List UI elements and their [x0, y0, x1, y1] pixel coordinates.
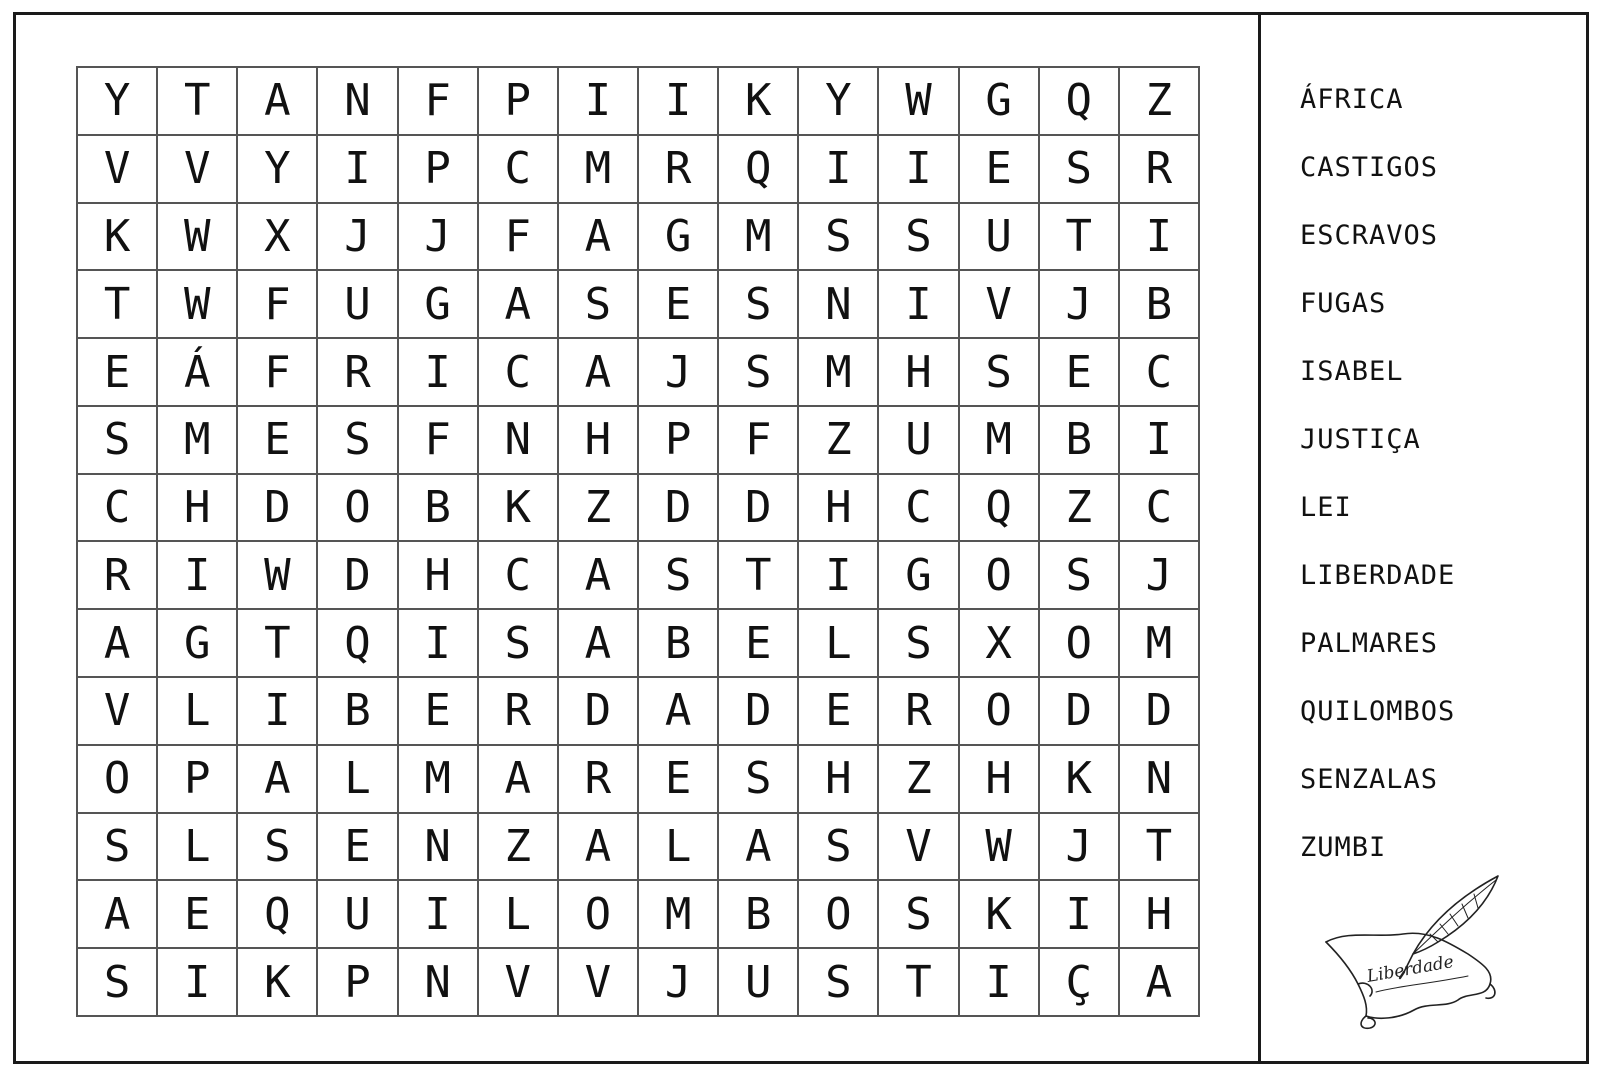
- grid-cell[interactable]: A: [479, 746, 559, 814]
- grid-cell[interactable]: W: [158, 204, 238, 272]
- grid-cell[interactable]: I: [639, 68, 719, 136]
- word-list-item: ÁFRICA: [1300, 84, 1404, 115]
- grid-cell[interactable]: C: [1120, 339, 1200, 407]
- grid-cell[interactable]: I: [399, 881, 479, 949]
- grid-cell[interactable]: M: [639, 881, 719, 949]
- grid-cell[interactable]: A: [719, 814, 799, 882]
- grid-cell[interactable]: V: [879, 814, 959, 882]
- grid-cell[interactable]: Z: [1040, 475, 1120, 543]
- grid-cell[interactable]: N: [399, 814, 479, 882]
- grid-cell[interactable]: V: [559, 949, 639, 1017]
- grid-cell[interactable]: E: [639, 271, 719, 339]
- grid-cell[interactable]: C: [879, 475, 959, 543]
- grid-cell[interactable]: G: [639, 204, 719, 272]
- grid-cell[interactable]: K: [719, 68, 799, 136]
- grid-cell[interactable]: J: [318, 204, 398, 272]
- grid-cell[interactable]: S: [1040, 542, 1120, 610]
- panel-divider: [1258, 12, 1261, 1064]
- grid-cell[interactable]: D: [719, 678, 799, 746]
- grid-cell[interactable]: U: [960, 204, 1040, 272]
- grid-cell[interactable]: E: [799, 678, 879, 746]
- grid-cell[interactable]: S: [318, 407, 398, 475]
- grid-cell[interactable]: H: [158, 475, 238, 543]
- grid-cell[interactable]: E: [78, 339, 158, 407]
- grid-cell[interactable]: S: [559, 271, 639, 339]
- grid-cell[interactable]: K: [78, 204, 158, 272]
- grid-cell[interactable]: G: [399, 271, 479, 339]
- grid-cell[interactable]: Y: [78, 68, 158, 136]
- grid-cell[interactable]: Y: [799, 68, 879, 136]
- grid-cell[interactable]: E: [238, 407, 318, 475]
- grid-cell[interactable]: I: [799, 542, 879, 610]
- grid-cell[interactable]: W: [960, 814, 1040, 882]
- grid-cell[interactable]: Ç: [1040, 949, 1120, 1017]
- grid-cell[interactable]: N: [1120, 746, 1200, 814]
- word-list-item: LEI: [1300, 492, 1352, 523]
- word-list-item: LIBERDADE: [1300, 560, 1456, 591]
- grid-cell[interactable]: C: [479, 136, 559, 204]
- grid-cell[interactable]: J: [1120, 542, 1200, 610]
- grid-cell[interactable]: H: [799, 746, 879, 814]
- grid-cell[interactable]: M: [158, 407, 238, 475]
- grid-cell[interactable]: I: [318, 136, 398, 204]
- grid-cell[interactable]: R: [559, 746, 639, 814]
- grid-cell[interactable]: N: [318, 68, 398, 136]
- word-list-item: ESCRAVOS: [1300, 220, 1439, 251]
- grid-cell[interactable]: H: [1120, 881, 1200, 949]
- grid-cell[interactable]: Q: [960, 475, 1040, 543]
- grid-cell[interactable]: I: [960, 949, 1040, 1017]
- grid-cell[interactable]: X: [238, 204, 318, 272]
- grid-cell[interactable]: J: [639, 339, 719, 407]
- grid-cell[interactable]: S: [78, 949, 158, 1017]
- grid-cell[interactable]: A: [479, 271, 559, 339]
- grid-cell[interactable]: V: [479, 949, 559, 1017]
- grid-cell[interactable]: E: [960, 136, 1040, 204]
- grid-cell[interactable]: P: [399, 136, 479, 204]
- grid-cell[interactable]: M: [719, 204, 799, 272]
- word-list-item: ZUMBI: [1300, 832, 1387, 863]
- grid-cell[interactable]: V: [158, 136, 238, 204]
- grid-cell[interactable]: C: [479, 339, 559, 407]
- grid-cell[interactable]: U: [318, 881, 398, 949]
- grid-cell[interactable]: O: [1040, 610, 1120, 678]
- grid-cell[interactable]: F: [238, 339, 318, 407]
- grid-cell[interactable]: N: [479, 407, 559, 475]
- grid-cell[interactable]: S: [799, 949, 879, 1017]
- grid-cell[interactable]: S: [479, 610, 559, 678]
- grid-cell[interactable]: A: [639, 678, 719, 746]
- grid-cell[interactable]: I: [158, 949, 238, 1017]
- grid-cell[interactable]: L: [639, 814, 719, 882]
- grid-cell[interactable]: S: [879, 610, 959, 678]
- grid-cell[interactable]: D: [238, 475, 318, 543]
- grid-cell[interactable]: R: [879, 678, 959, 746]
- grid-cell[interactable]: E: [399, 678, 479, 746]
- grid-cell[interactable]: F: [399, 68, 479, 136]
- grid-cell[interactable]: W: [158, 271, 238, 339]
- grid-cell[interactable]: I: [879, 136, 959, 204]
- grid-cell[interactable]: I: [399, 339, 479, 407]
- grid-cell[interactable]: Z: [479, 814, 559, 882]
- grid-cell[interactable]: K: [960, 881, 1040, 949]
- grid-cell[interactable]: U: [318, 271, 398, 339]
- grid-cell[interactable]: I: [238, 678, 318, 746]
- grid-cell[interactable]: B: [318, 678, 398, 746]
- grid-cell[interactable]: A: [559, 542, 639, 610]
- grid-cell[interactable]: B: [399, 475, 479, 543]
- grid-cell[interactable]: F: [719, 407, 799, 475]
- grid-cell[interactable]: B: [1120, 271, 1200, 339]
- grid-cell[interactable]: Q: [238, 881, 318, 949]
- grid-cell[interactable]: D: [559, 678, 639, 746]
- word-list-item: FUGAS: [1300, 288, 1387, 319]
- grid-cell[interactable]: G: [960, 68, 1040, 136]
- grid-cell[interactable]: K: [238, 949, 318, 1017]
- grid-cell[interactable]: H: [799, 475, 879, 543]
- grid-cell[interactable]: I: [399, 610, 479, 678]
- grid-cell[interactable]: A: [238, 746, 318, 814]
- grid-cell[interactable]: T: [879, 949, 959, 1017]
- grid-cell[interactable]: S: [238, 814, 318, 882]
- grid-cell[interactable]: V: [78, 678, 158, 746]
- grid-cell[interactable]: H: [879, 339, 959, 407]
- grid-cell[interactable]: A: [559, 204, 639, 272]
- grid-cell[interactable]: R: [1120, 136, 1200, 204]
- grid-cell[interactable]: Y: [238, 136, 318, 204]
- logo-text: Liberdade: [1365, 951, 1456, 987]
- grid-cell[interactable]: S: [879, 881, 959, 949]
- grid-cell[interactable]: D: [639, 475, 719, 543]
- grid-cell[interactable]: M: [399, 746, 479, 814]
- grid-cell[interactable]: M: [1120, 610, 1200, 678]
- grid-cell[interactable]: T: [78, 271, 158, 339]
- grid-cell[interactable]: X: [960, 610, 1040, 678]
- grid-cell[interactable]: I: [559, 68, 639, 136]
- grid-cell[interactable]: H: [559, 407, 639, 475]
- word-list-item: ISABEL: [1300, 356, 1404, 387]
- word-list: [1300, 80, 1570, 896]
- grid-cell[interactable]: J: [639, 949, 719, 1017]
- grid-cell[interactable]: V: [960, 271, 1040, 339]
- grid-cell[interactable]: P: [158, 746, 238, 814]
- grid-cell[interactable]: D: [1040, 678, 1120, 746]
- grid-cell[interactable]: K: [1040, 746, 1120, 814]
- grid-cell[interactable]: A: [1120, 949, 1200, 1017]
- grid-cell[interactable]: S: [799, 814, 879, 882]
- grid-cell[interactable]: Q: [719, 136, 799, 204]
- grid-cell[interactable]: Á: [158, 339, 238, 407]
- grid-cell[interactable]: I: [1120, 407, 1200, 475]
- grid-cell[interactable]: D: [318, 542, 398, 610]
- grid-cell[interactable]: L: [799, 610, 879, 678]
- grid-cell[interactable]: O: [78, 746, 158, 814]
- grid-cell[interactable]: A: [559, 814, 639, 882]
- grid-cell[interactable]: C: [78, 475, 158, 543]
- grid-cell[interactable]: H: [960, 746, 1040, 814]
- grid-cell[interactable]: E: [158, 881, 238, 949]
- grid-cell[interactable]: S: [639, 542, 719, 610]
- grid-cell[interactable]: G: [158, 610, 238, 678]
- grid-cell[interactable]: J: [1040, 814, 1120, 882]
- grid-cell[interactable]: S: [960, 339, 1040, 407]
- grid-cell[interactable]: Q: [1040, 68, 1120, 136]
- grid-cell[interactable]: L: [479, 881, 559, 949]
- grid-cell[interactable]: M: [960, 407, 1040, 475]
- grid-cell[interactable]: E: [639, 746, 719, 814]
- grid-cell[interactable]: R: [78, 542, 158, 610]
- grid-cell[interactable]: P: [318, 949, 398, 1017]
- grid-cell[interactable]: E: [1040, 339, 1120, 407]
- grid-cell[interactable]: E: [719, 610, 799, 678]
- grid-cell[interactable]: O: [960, 542, 1040, 610]
- grid-cell[interactable]: L: [318, 746, 398, 814]
- word-list-item: JUSTIÇA: [1300, 424, 1421, 455]
- grid-cell[interactable]: E: [318, 814, 398, 882]
- grid-cell[interactable]: F: [399, 407, 479, 475]
- grid-cell[interactable]: P: [639, 407, 719, 475]
- grid-cell[interactable]: U: [719, 949, 799, 1017]
- grid-cell[interactable]: O: [559, 881, 639, 949]
- grid-cell[interactable]: M: [559, 136, 639, 204]
- grid-cell[interactable]: T: [719, 542, 799, 610]
- grid-cell[interactable]: C: [1120, 475, 1200, 543]
- grid-cell[interactable]: L: [158, 678, 238, 746]
- grid-cell[interactable]: I: [158, 542, 238, 610]
- grid-cell[interactable]: N: [799, 271, 879, 339]
- grid-cell[interactable]: I: [1040, 881, 1120, 949]
- grid-cell[interactable]: Z: [559, 475, 639, 543]
- grid-cell[interactable]: I: [799, 136, 879, 204]
- word-list-item: SENZALAS: [1300, 764, 1439, 795]
- grid-cell[interactable]: R: [479, 678, 559, 746]
- grid-cell[interactable]: T: [1120, 814, 1200, 882]
- grid-cell[interactable]: J: [399, 204, 479, 272]
- grid-cell[interactable]: W: [879, 68, 959, 136]
- grid-cell[interactable]: U: [879, 407, 959, 475]
- grid-cell[interactable]: B: [639, 610, 719, 678]
- grid-cell[interactable]: O: [960, 678, 1040, 746]
- grid-cell[interactable]: B: [719, 881, 799, 949]
- grid-cell[interactable]: S: [719, 339, 799, 407]
- grid-cell[interactable]: T: [1040, 204, 1120, 272]
- grid-cell[interactable]: S: [78, 407, 158, 475]
- grid-cell[interactable]: A: [78, 881, 158, 949]
- grid-cell[interactable]: T: [238, 610, 318, 678]
- grid-cell[interactable]: N: [399, 949, 479, 1017]
- grid-cell[interactable]: W: [238, 542, 318, 610]
- grid-cell[interactable]: Q: [318, 610, 398, 678]
- grid-cell[interactable]: A: [78, 610, 158, 678]
- grid-cell[interactable]: P: [479, 68, 559, 136]
- grid-cell[interactable]: M: [799, 339, 879, 407]
- grid-cell[interactable]: F: [479, 204, 559, 272]
- grid-cell[interactable]: S: [78, 814, 158, 882]
- grid-cell[interactable]: G: [879, 542, 959, 610]
- grid-cell[interactable]: S: [879, 204, 959, 272]
- word-list-item: CASTIGOS: [1300, 152, 1439, 183]
- grid-cell[interactable]: S: [719, 271, 799, 339]
- grid-cell[interactable]: S: [799, 204, 879, 272]
- grid-cell[interactable]: Z: [879, 746, 959, 814]
- grid-cell[interactable]: I: [879, 271, 959, 339]
- grid-cell[interactable]: R: [318, 339, 398, 407]
- grid-cell[interactable]: S: [1040, 136, 1120, 204]
- grid-cell[interactable]: J: [1040, 271, 1120, 339]
- grid-cell[interactable]: R: [639, 136, 719, 204]
- grid-cell[interactable]: L: [158, 814, 238, 882]
- quill-scroll-icon: [1318, 872, 1504, 1032]
- grid-cell[interactable]: Z: [1120, 68, 1200, 136]
- grid-cell[interactable]: Z: [799, 407, 879, 475]
- grid-cell[interactable]: O: [318, 475, 398, 543]
- grid-cell[interactable]: A: [559, 339, 639, 407]
- grid-cell[interactable]: S: [719, 746, 799, 814]
- grid-cell[interactable]: D: [719, 475, 799, 543]
- grid-cell[interactable]: A: [238, 68, 318, 136]
- letter-grid: [76, 66, 1200, 1017]
- grid-cell[interactable]: T: [158, 68, 238, 136]
- grid-cell[interactable]: O: [799, 881, 879, 949]
- grid-cell[interactable]: H: [399, 542, 479, 610]
- grid-cell[interactable]: F: [238, 271, 318, 339]
- grid-cell[interactable]: D: [1120, 678, 1200, 746]
- grid-cell[interactable]: I: [1120, 204, 1200, 272]
- grid-cell[interactable]: A: [559, 610, 639, 678]
- word-list-item: QUILOMBOS: [1300, 696, 1456, 727]
- grid-cell[interactable]: V: [78, 136, 158, 204]
- word-list-item: PALMARES: [1300, 628, 1439, 659]
- grid-cell[interactable]: B: [1040, 407, 1120, 475]
- grid-cell[interactable]: C: [479, 542, 559, 610]
- grid-cell[interactable]: K: [479, 475, 559, 543]
